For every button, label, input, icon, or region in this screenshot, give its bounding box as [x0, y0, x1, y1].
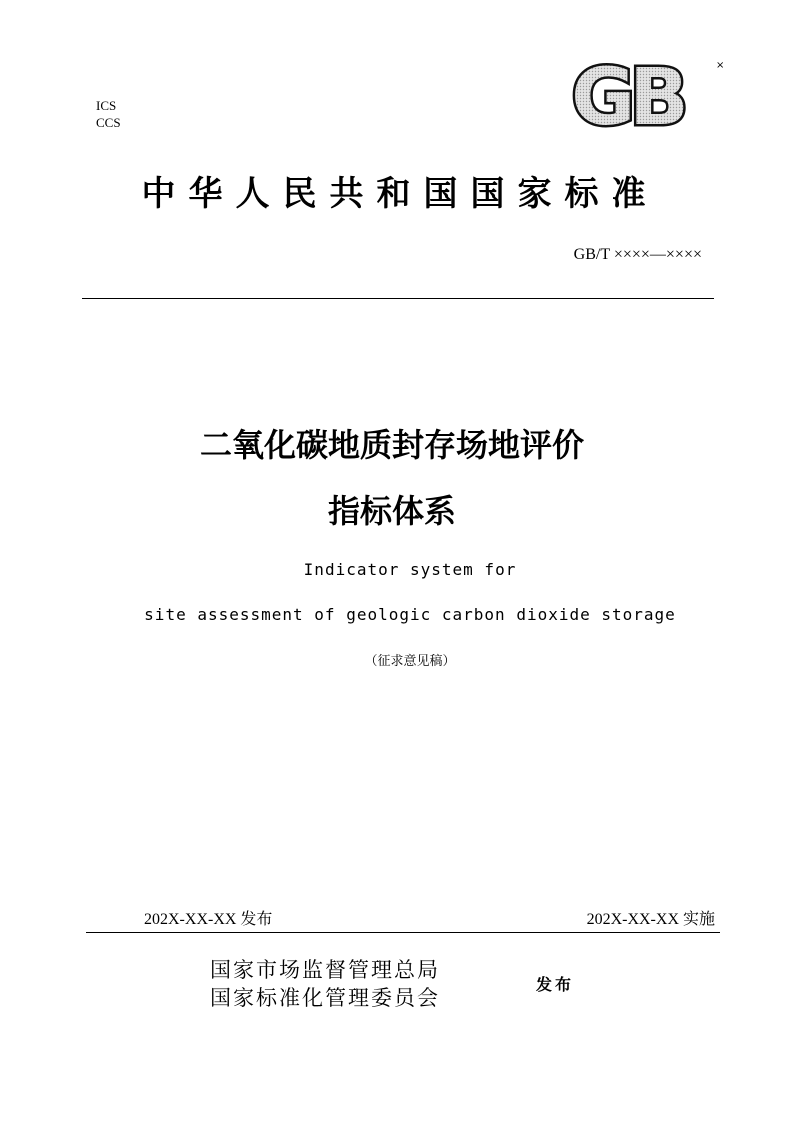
issue-label: 发布	[536, 975, 575, 994]
document-title-cn	[0, 420, 784, 536]
title-cn-line2: 指标体系	[327, 492, 456, 530]
ccs-code: CCS	[96, 115, 121, 130]
ics-code: ICS	[96, 98, 117, 113]
issuer-2: 国家标准化管理委员会	[210, 986, 440, 1010]
publish-date: 202X-XX-XX 发布	[144, 911, 273, 928]
effective-date: 202X-XX-XX 实施	[586, 911, 715, 928]
national-standard-title: 中华人民共和国国家标准	[141, 174, 659, 214]
issuer-1: 国家市场监督管理总局	[210, 958, 440, 982]
title-cn-line1: 二氧化碳地质封存场地评价	[199, 426, 584, 464]
top-divider	[82, 298, 714, 299]
issuing-authorities	[210, 956, 440, 1012]
standard-number: GB/T ××××—××××	[573, 246, 702, 263]
title-en-line2: site assessment of geologic carbon dioxide storage	[144, 605, 676, 624]
classification-codes	[96, 97, 121, 131]
gb-logo-text: GB	[571, 58, 683, 130]
corner-mark: ×	[716, 60, 725, 71]
gb-logo-icon	[558, 58, 696, 130]
title-en-line1: Indicator system for	[303, 560, 517, 579]
draft-note: （征求意见稿）	[364, 654, 456, 669]
bottom-divider	[86, 932, 720, 933]
